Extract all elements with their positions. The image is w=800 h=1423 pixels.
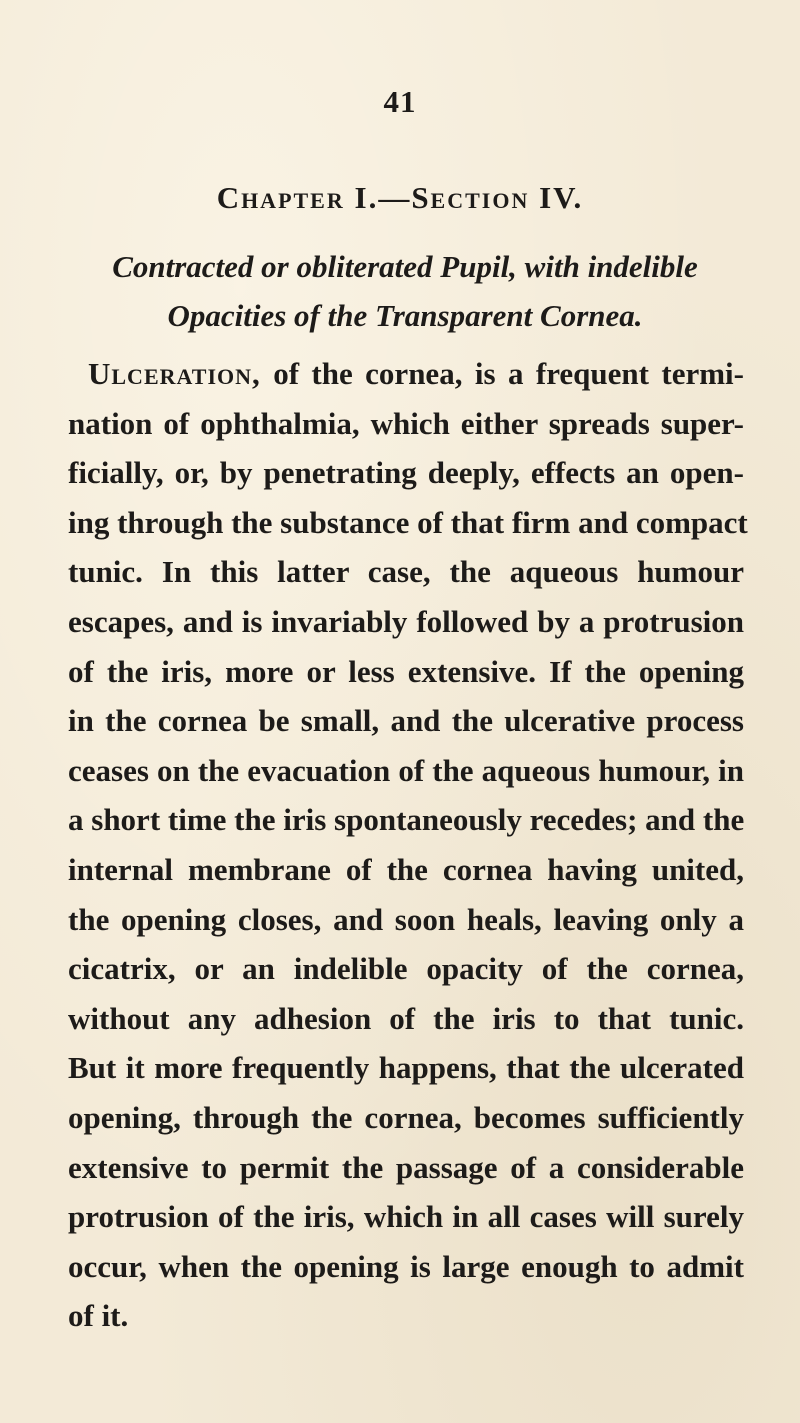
section-title-line-1: Contracted or obliterated Pupil, with indelible: [112, 249, 698, 284]
body-line-16: opening, through the cornea, becomes sufficiently: [68, 1099, 744, 1135]
body-line-9: ceases on the evacuation of the aqueous humour, in: [68, 752, 744, 788]
body-line-4: ing through the substance of that firm and compact: [68, 504, 748, 540]
section-title-line-2: Opacities of the Transparent Cornea.: [167, 298, 643, 333]
body-line-2: nation of ophthalmia, which either spreads super-: [68, 405, 744, 441]
body-line-7: of the iris, more or less extensive. If the opening: [68, 653, 744, 689]
body-line-17: extensive to permit the passage of a considerable: [68, 1149, 744, 1185]
body-line-13: cicatrix, or an indelible opacity of the cornea,: [68, 951, 744, 987]
lead-word: Ulceration,: [88, 356, 261, 391]
body-line-12: the opening closes, and soon heals, leaving only a: [68, 901, 744, 937]
body-line-8: in the cornea be small, and the ulcerative process: [68, 703, 744, 739]
body-line-1-text: of the cornea, is a frequent termi-: [260, 356, 744, 391]
body-line-18: protrusion of the iris, which in all cases will surely: [68, 1199, 744, 1235]
body-line-15: But it more frequently happens, that the ulcerated: [68, 1050, 744, 1086]
body-paragraph: [68, 349, 748, 1341]
page-number: 41: [383, 84, 417, 119]
body-line-11: internal membrane of the cornea having united,: [68, 851, 744, 887]
body-line-3: ficially, or, by penetrating deeply, effects an open-: [68, 455, 744, 491]
body-line-19: occur, when the opening is large enough to admit: [68, 1248, 744, 1284]
body-line-10: a short time the iris spontaneously recedes; and the: [68, 802, 745, 838]
chapter-heading: Chapter I.—Section IV.: [216, 180, 584, 215]
body-line-14: without any adhesion of the iris to that tunic.: [68, 1000, 744, 1036]
body-line-6: escapes, and is invariably followed by a protrusion: [68, 603, 744, 639]
body-line-1: [68, 349, 744, 399]
body-line-20: of it.: [68, 1298, 129, 1334]
section-title: [60, 242, 750, 340]
body-line-5: tunic. In this latter case, the aqueous humour: [68, 554, 744, 590]
